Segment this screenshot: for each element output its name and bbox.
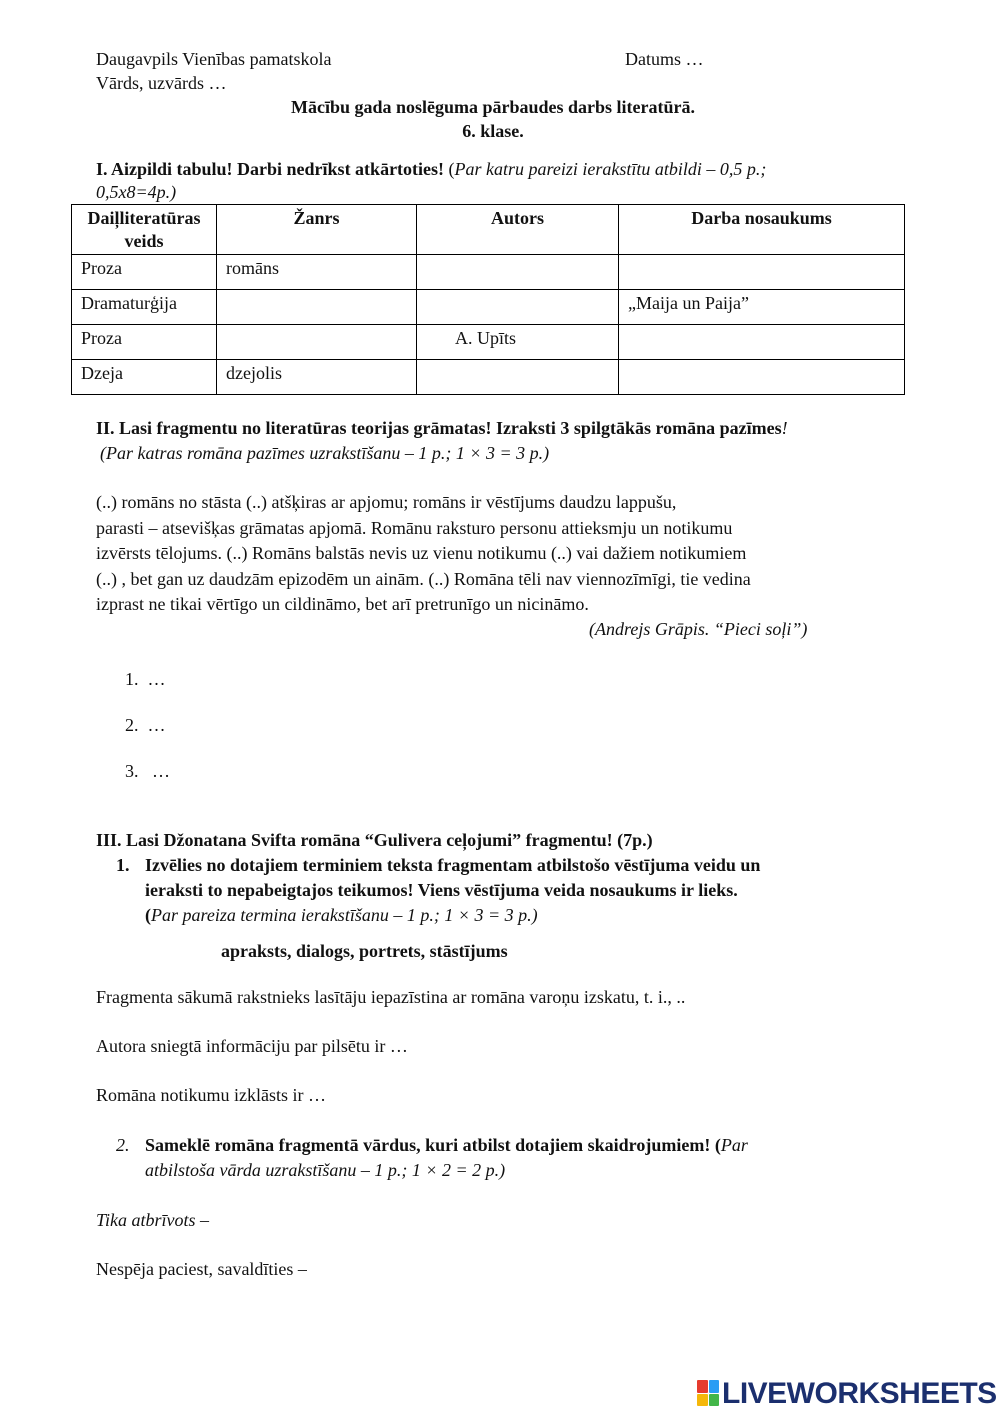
table-cell: Dzeja (72, 360, 217, 395)
quote-line: (..) romāns no stāsta (..) atšķiras ar apjomu; romāns ir vēstījums daudzu lappušu, (96, 492, 677, 512)
answer-blank[interactable]: … (147, 761, 170, 781)
section2-heading-line (96, 417, 788, 440)
fill-sentence[interactable]: Romāna notikumu izklāsts ir … (96, 1085, 326, 1105)
fill-sentence[interactable]: Fragmenta sākumā rakstnieks lasītāju iepazīstina ar romāna varoņu izskatu, t. i., .. (96, 987, 686, 1007)
task2-scoring-start: Par (720, 1135, 748, 1155)
section2-heading: II. Lasi fragmentu no literatūras teorijas grāmatas! Izraksti 3 spilgtākās romāna pazīmes (96, 418, 782, 438)
answer-cell[interactable] (217, 325, 417, 360)
answer-cell[interactable] (619, 360, 905, 395)
quote-block (96, 490, 856, 618)
task2-number: 2. (116, 1135, 130, 1155)
section1-note-open: ( (448, 159, 455, 179)
answer-cell[interactable] (217, 290, 417, 325)
task1-number: 1. (116, 855, 130, 875)
answer-cell[interactable] (619, 255, 905, 290)
table-cell: dzejolis (217, 360, 417, 395)
table-row (72, 290, 905, 325)
table-cell: romāns (217, 255, 417, 290)
quote-line: izprast ne tikai vērtīgo un cildināmo, bet arī pretrunīgo un nicināmo. (96, 594, 589, 614)
fill-sentence[interactable]: Autora sniegtā informāciju par pilsētu ir … (96, 1036, 408, 1056)
answer-cell[interactable] (417, 290, 619, 325)
literature-table (71, 204, 905, 395)
table-header-cell: Daiļliteratūras veids (72, 205, 217, 255)
quote-line: parasti – atsevišķas grāmatas apjomā. Romānu raksturo personu attieksmju un notikumu (96, 517, 733, 538)
task1-scoring: Par pareiza termina ierakstīšanu – 1 p.; 1 × 3 = 3 p.) (151, 905, 538, 925)
definition-item[interactable]: Tika atbrīvots – (96, 1210, 210, 1230)
table-cell: „Maija un Paija” (619, 290, 905, 325)
quote-source: (Andrejs Grāpis. “Pieci soļi”) (589, 619, 808, 639)
student-name-field: Vārds, uzvārds … (96, 73, 227, 93)
answer-item[interactable] (125, 668, 166, 691)
quote-line: (..) , bet gan uz daudzām epizodēm un ainām. (..) Romāna tēli nav viennozīmīgi, tie vedina (96, 568, 751, 589)
section1-note-cont: 0,5x8=4p.) (96, 182, 177, 202)
answer-item[interactable] (125, 760, 170, 783)
grade-label: 6. klase. (462, 121, 524, 141)
logo-text: LIVEWORKSHEETS (722, 1376, 997, 1410)
date-field: Datums … (625, 49, 704, 69)
task2-instruction-text: Sameklē romāna fragmentā vārdus, kuri atbilst dotajiem skaidrojumiem! ( (145, 1135, 721, 1155)
school-name: Daugavpils Vienības pamatskola (96, 49, 332, 69)
task2-instruction (145, 1134, 748, 1157)
answer-number: 1. (125, 669, 139, 689)
logo-square (709, 1394, 720, 1407)
table-row (72, 255, 905, 290)
task1-instruction: Izvēlies no dotajiem terminiem teksta fragmentam atbilstošo vēstījuma veidu un (145, 855, 761, 875)
answer-number: 3. (125, 761, 139, 781)
answer-number: 2. (125, 715, 139, 735)
answer-cell[interactable] (417, 360, 619, 395)
table-header-row (72, 205, 905, 255)
table-cell: Proza (72, 255, 217, 290)
table-cell: A. Upīts (417, 325, 619, 360)
answer-item[interactable] (125, 714, 166, 737)
task1-scoring-open: ( (145, 905, 151, 925)
table-header-cell: Žanrs (217, 205, 417, 255)
table-row (72, 325, 905, 360)
answer-cell[interactable] (417, 255, 619, 290)
table-header-cell: Autors (417, 205, 619, 255)
section2-scoring: (Par katras romāna pazīmes uzrakstīšanu – 1 p.; 1 × 3 = 3 p.) (100, 443, 550, 463)
logo-mark-icon (697, 1380, 719, 1406)
answer-blank[interactable]: … (147, 715, 166, 735)
task1-instruction-cont: ieraksti to nepabeigtajos teikumos! Viens vēstījuma veida nosaukums ir lieks. (145, 880, 738, 900)
table-row (72, 360, 905, 395)
page-title: Mācību gada noslēguma pārbaudes darbs literatūrā. (290, 97, 696, 117)
logo-square (709, 1380, 720, 1393)
section1-note: Par katru pareizi ierakstītu atbildi – 0,5 p.; (454, 159, 767, 179)
quote-line: izvērsts tēlojums. (..) Romāns balstās nevis uz vienu notikumu (..) vai dažiem notikumiem (96, 543, 747, 563)
table-cell: Proza (72, 325, 217, 360)
answer-blank[interactable]: … (147, 669, 166, 689)
section2-heading-end: ! (781, 418, 788, 438)
logo-square (697, 1394, 708, 1407)
logo-square (697, 1380, 708, 1393)
liveworksheets-logo[interactable] (697, 1378, 997, 1408)
answer-cell[interactable] (619, 325, 905, 360)
table-cell: Dramaturģija (72, 290, 217, 325)
task2-scoring: atbilstoša vārda uzrakstīšanu – 1 p.; 1 × 2 = 2 p.) (145, 1160, 506, 1180)
section1-heading-line (96, 158, 766, 181)
section3-heading: III. Lasi Džonatana Svifta romāna “Gulivera ceļojumi” fragmentu! (7p.) (96, 830, 653, 850)
section1-heading: I. Aizpildi tabulu! Darbi nedrīkst atkārtoties! (96, 159, 445, 179)
term-list: apraksts, dialogs, portrets, stāstījums (221, 941, 508, 961)
task1-scoring-line (145, 904, 538, 927)
definition-item[interactable]: Nespēja paciest, savaldīties – (96, 1259, 307, 1279)
table-header-cell: Darba nosaukums (619, 205, 905, 255)
